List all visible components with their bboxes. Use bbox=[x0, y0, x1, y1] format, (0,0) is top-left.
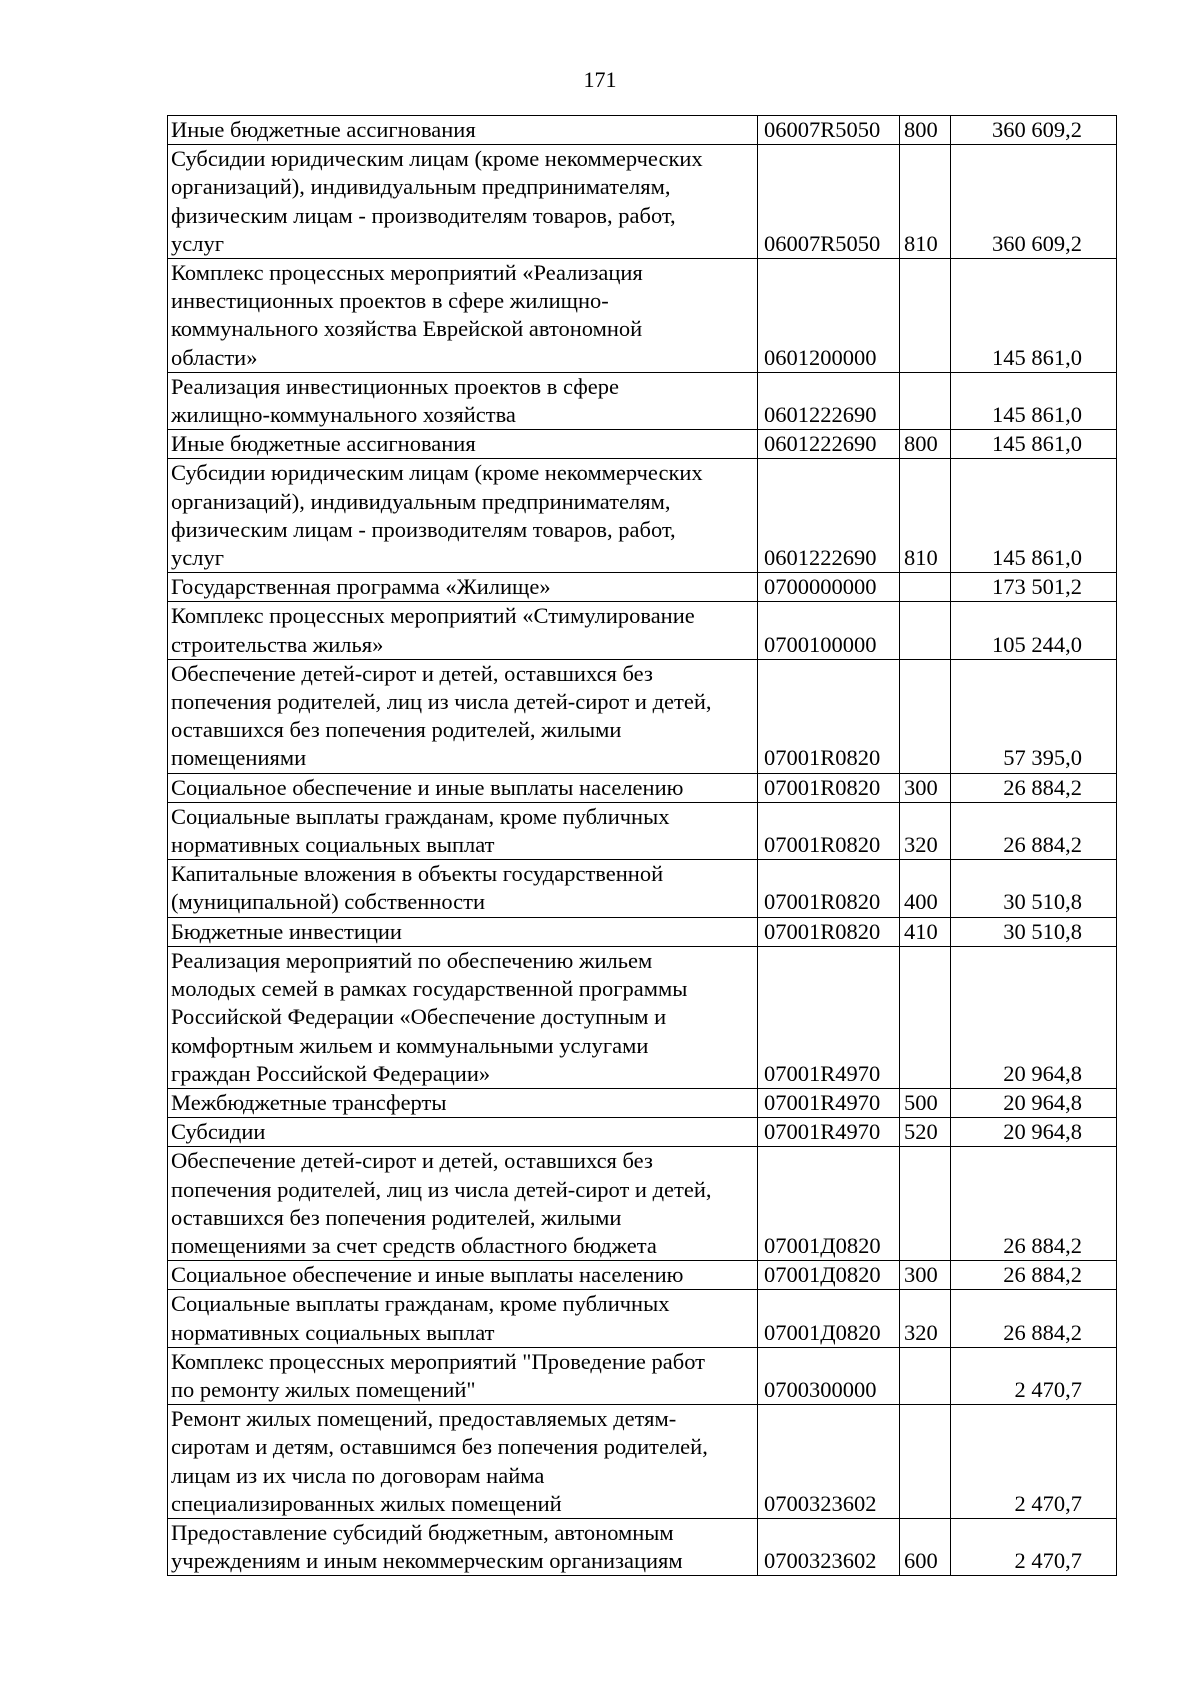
table-row bbox=[168, 860, 1117, 917]
table-row bbox=[168, 1290, 1117, 1347]
row-code-cell: 07001R0820 bbox=[758, 773, 900, 802]
row-amount-cell: 30 510,8 bbox=[951, 860, 1117, 917]
row-code-cell: 0700323602 bbox=[758, 1405, 900, 1519]
table-row bbox=[168, 602, 1117, 659]
row-name-cell: Социальные выплаты гражданам, кроме публичных нормативных социальных выплат bbox=[168, 802, 758, 859]
row-name-cell: Обеспечение детей-сирот и детей, оставшихся без попечения родителей, лиц из числа детей-сирот и детей, оставшихся без попечения родителей, жилыми помещениями bbox=[168, 659, 758, 773]
row-amount-cell: 105 244,0 bbox=[951, 602, 1117, 659]
row-type-cell: 400 bbox=[900, 860, 951, 917]
row-type-cell bbox=[900, 573, 951, 602]
row-name-cell: Субсидии bbox=[168, 1118, 758, 1147]
table-row bbox=[168, 459, 1117, 573]
row-type-cell bbox=[900, 259, 951, 373]
table-row bbox=[168, 1347, 1117, 1404]
table-row bbox=[168, 659, 1117, 773]
table-row bbox=[168, 1088, 1117, 1117]
row-code-cell: 0601222690 bbox=[758, 430, 900, 459]
row-type-cell: 810 bbox=[900, 145, 951, 259]
row-amount-cell: 145 861,0 bbox=[951, 259, 1117, 373]
row-amount-cell: 57 395,0 bbox=[951, 659, 1117, 773]
row-type-cell bbox=[900, 659, 951, 773]
table-row bbox=[168, 1405, 1117, 1519]
table-row bbox=[168, 430, 1117, 459]
row-amount-cell: 360 609,2 bbox=[951, 116, 1117, 145]
row-name-cell: Обеспечение детей-сирот и детей, оставшихся без попечения родителей, лиц из числа детей-сирот и детей, оставшихся без попечения родителей, жилыми помещениями за счет средств областного бюджета bbox=[168, 1147, 758, 1261]
row-amount-cell: 26 884,2 bbox=[951, 1261, 1117, 1290]
row-amount-cell: 173 501,2 bbox=[951, 573, 1117, 602]
row-amount-cell: 145 861,0 bbox=[951, 372, 1117, 429]
row-code-cell: 0700323602 bbox=[758, 1518, 900, 1575]
row-amount-cell: 145 861,0 bbox=[951, 430, 1117, 459]
row-name-cell: Социальное обеспечение и иные выплаты населению bbox=[168, 773, 758, 802]
table-row bbox=[168, 573, 1117, 602]
table-row bbox=[168, 917, 1117, 946]
row-amount-cell: 145 861,0 bbox=[951, 459, 1117, 573]
row-code-cell: 06007R5050 bbox=[758, 145, 900, 259]
table-row bbox=[168, 773, 1117, 802]
row-type-cell bbox=[900, 1347, 951, 1404]
row-amount-cell: 2 470,7 bbox=[951, 1347, 1117, 1404]
row-name-cell: Комплекс процессных мероприятий "Проведение работ по ремонту жилых помещений" bbox=[168, 1347, 758, 1404]
row-type-cell: 520 bbox=[900, 1118, 951, 1147]
table-row bbox=[168, 259, 1117, 373]
table-row bbox=[168, 372, 1117, 429]
table-row bbox=[168, 946, 1117, 1088]
row-amount-cell: 20 964,8 bbox=[951, 1088, 1117, 1117]
row-code-cell: 07001Д0820 bbox=[758, 1261, 900, 1290]
row-name-cell: Иные бюджетные ассигнования bbox=[168, 430, 758, 459]
row-type-cell bbox=[900, 1405, 951, 1519]
row-name-cell: Ремонт жилых помещений, предоставляемых детям- сиротам и детям, оставшимся без попечения родителей, лицам из их числа по договорам найма специализированных жилых помещений bbox=[168, 1405, 758, 1519]
row-name-cell: Субсидии юридическим лицам (кроме некоммерческих организаций), индивидуальным предпринимателям, физическим лицам - производителям товаров, работ, услуг bbox=[168, 145, 758, 259]
row-type-cell: 300 bbox=[900, 1261, 951, 1290]
row-type-cell: 500 bbox=[900, 1088, 951, 1117]
row-amount-cell: 26 884,2 bbox=[951, 1290, 1117, 1347]
row-code-cell: 0601222690 bbox=[758, 459, 900, 573]
row-code-cell: 0700100000 bbox=[758, 602, 900, 659]
budget-table bbox=[167, 115, 1117, 1576]
row-amount-cell: 2 470,7 bbox=[951, 1405, 1117, 1519]
row-name-cell: Межбюджетные трансферты bbox=[168, 1088, 758, 1117]
row-name-cell: Государственная программа «Жилище» bbox=[168, 573, 758, 602]
row-code-cell: 07001R4970 bbox=[758, 1118, 900, 1147]
table-row bbox=[168, 1518, 1117, 1575]
row-type-cell bbox=[900, 372, 951, 429]
row-type-cell: 600 bbox=[900, 1518, 951, 1575]
row-name-cell: Иные бюджетные ассигнования bbox=[168, 116, 758, 145]
row-code-cell: 0700300000 bbox=[758, 1347, 900, 1404]
row-name-cell: Предоставление субсидий бюджетным, автономным учреждениям и иным некоммерческим организациям bbox=[168, 1518, 758, 1575]
row-type-cell bbox=[900, 946, 951, 1088]
row-name-cell: Реализация мероприятий по обеспечению жильем молодых семей в рамках государственной программы Российской Федерации «Обеспечение доступным и комфортным жильем и коммунальными услугами граждан Российской Федерации» bbox=[168, 946, 758, 1088]
row-code-cell: 0601222690 bbox=[758, 372, 900, 429]
table-row bbox=[168, 1147, 1117, 1261]
row-type-cell: 320 bbox=[900, 802, 951, 859]
row-name-cell: Капитальные вложения в объекты государственной (муниципальной) собственности bbox=[168, 860, 758, 917]
row-code-cell: 06007R5050 bbox=[758, 116, 900, 145]
row-name-cell: Реализация инвестиционных проектов в сфере жилищно-коммунального хозяйства bbox=[168, 372, 758, 429]
row-code-cell: 07001R0820 bbox=[758, 802, 900, 859]
row-type-cell bbox=[900, 1147, 951, 1261]
row-code-cell: 07001Д0820 bbox=[758, 1147, 900, 1261]
row-name-cell: Социальное обеспечение и иные выплаты населению bbox=[168, 1261, 758, 1290]
budget-table-body bbox=[168, 116, 1117, 1576]
row-code-cell: 0700000000 bbox=[758, 573, 900, 602]
row-amount-cell: 2 470,7 bbox=[951, 1518, 1117, 1575]
row-amount-cell: 20 964,8 bbox=[951, 1118, 1117, 1147]
row-type-cell bbox=[900, 602, 951, 659]
row-code-cell: 07001R0820 bbox=[758, 659, 900, 773]
row-amount-cell: 26 884,2 bbox=[951, 773, 1117, 802]
row-type-cell: 410 bbox=[900, 917, 951, 946]
row-amount-cell: 360 609,2 bbox=[951, 145, 1117, 259]
row-name-cell: Комплекс процессных мероприятий «Стимулирование строительства жилья» bbox=[168, 602, 758, 659]
row-type-cell: 800 bbox=[900, 430, 951, 459]
row-type-cell: 320 bbox=[900, 1290, 951, 1347]
table-row bbox=[168, 116, 1117, 145]
row-code-cell: 07001R0820 bbox=[758, 860, 900, 917]
table-row bbox=[168, 802, 1117, 859]
table-row bbox=[168, 1118, 1117, 1147]
row-name-cell: Комплекс процессных мероприятий «Реализация инвестиционных проектов в сфере жилищно- коммунального хозяйства Еврейской автономной области» bbox=[168, 259, 758, 373]
row-type-cell: 300 bbox=[900, 773, 951, 802]
row-name-cell: Социальные выплаты гражданам, кроме публичных нормативных социальных выплат bbox=[168, 1290, 758, 1347]
table-row bbox=[168, 145, 1117, 259]
row-amount-cell: 30 510,8 bbox=[951, 917, 1117, 946]
table-row bbox=[168, 1261, 1117, 1290]
row-amount-cell: 20 964,8 bbox=[951, 946, 1117, 1088]
page-number: 171 bbox=[583, 67, 617, 92]
row-code-cell: 07001Д0820 bbox=[758, 1290, 900, 1347]
row-name-cell: Бюджетные инвестиции bbox=[168, 917, 758, 946]
row-code-cell: 07001R4970 bbox=[758, 946, 900, 1088]
row-amount-cell: 26 884,2 bbox=[951, 802, 1117, 859]
row-amount-cell: 26 884,2 bbox=[951, 1147, 1117, 1261]
row-code-cell: 07001R4970 bbox=[758, 1088, 900, 1117]
row-name-cell: Субсидии юридическим лицам (кроме некоммерческих организаций), индивидуальным предпринимателям, физическим лицам - производителям товаров, работ, услуг bbox=[168, 459, 758, 573]
row-code-cell: 0601200000 bbox=[758, 259, 900, 373]
row-code-cell: 07001R0820 bbox=[758, 917, 900, 946]
row-type-cell: 800 bbox=[900, 116, 951, 145]
row-type-cell: 810 bbox=[900, 459, 951, 573]
